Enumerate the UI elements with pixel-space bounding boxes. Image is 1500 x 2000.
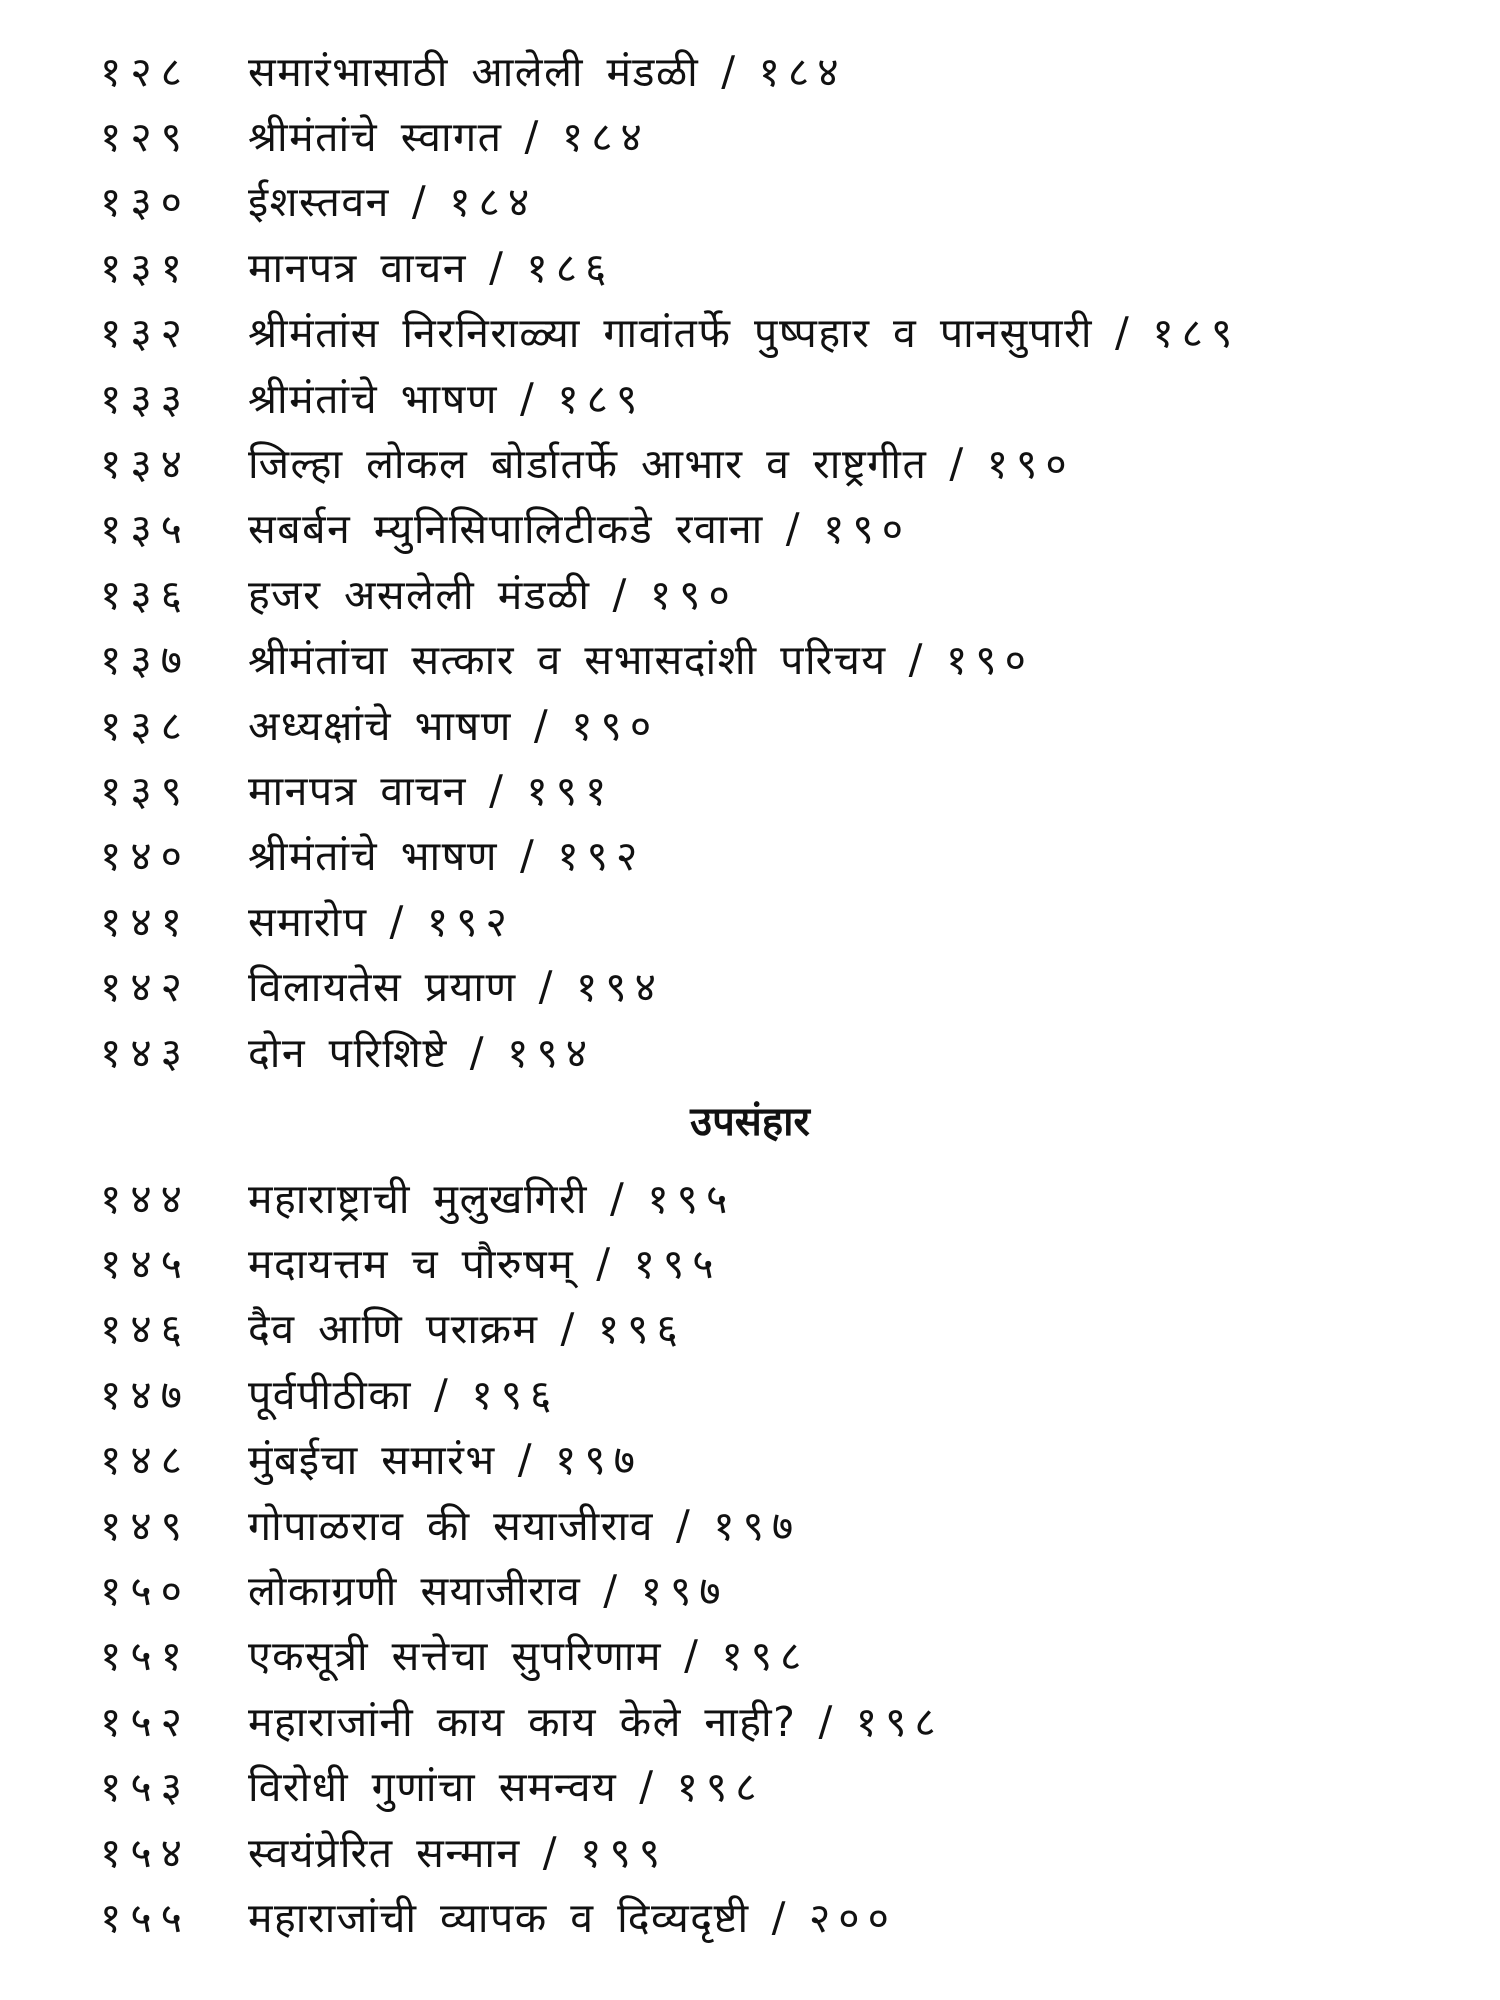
contents-entry [100,300,1480,365]
entry-separator: / [520,373,536,422]
entry-number: १४२ [100,963,191,1012]
entry-number: १५३ [100,1763,191,1812]
entry-title: महाराष्ट्राची मुलुखगिरी [248,1174,588,1223]
contents-entry [100,1019,1480,1084]
entry-number: १४३ [100,1028,191,1077]
entry-separator: / [610,1173,626,1222]
entry-page-number: १८४ [758,47,847,96]
entry-number: १३९ [100,766,191,815]
entry-number: १४४ [100,1174,191,1223]
entry-number: १३२ [100,309,191,358]
entry-title: श्रीमंतांचे स्वागत [248,113,503,162]
entry-number: १४९ [100,1501,191,1550]
contents-entry [100,953,1480,1018]
entry-separator: / [538,962,554,1011]
entry-title: एकसूत्री सत्तेचा सुपरिणाम [248,1632,663,1681]
entry-title: लोकाग्रणी सयाजीराव [248,1567,582,1616]
entry-number: १३७ [100,636,191,685]
entry-separator: / [596,1239,612,1288]
contents-list-part1 [100,38,1480,1084]
entry-separator: / [524,112,540,161]
contents-entry [100,365,1480,430]
entry-title: दैव आणि पराक्रम [248,1305,539,1354]
entry-number: १४० [100,832,191,881]
contents-entry [100,1754,1480,1819]
entry-page-number: १९७ [640,1567,729,1616]
entry-page-number: १९४ [507,1028,596,1077]
contents-entry [100,496,1480,561]
contents-entry [100,561,1480,626]
entry-title: हजर असलेली मंडळी [248,570,591,619]
entry-page-number: १८९ [1152,309,1241,358]
entry-page-number: १८६ [526,243,615,292]
entry-separator: / [684,1631,700,1680]
entry-title: श्रीमंतांचा सत्कार व सभासदांशी परिचय [248,636,887,685]
entry-number: १३० [100,178,191,227]
entry-page-number: १९८ [676,1763,765,1812]
contents-entry [100,430,1480,495]
entry-number: १३१ [100,243,191,292]
entry-page-number: १९० [649,570,738,619]
entry-separator: / [489,242,505,291]
entry-separator: / [533,700,550,749]
contents-entry [100,234,1480,299]
entry-separator: / [785,504,802,553]
entry-title: मानपत्र वाचन [248,766,468,815]
entry-page-number: १९८ [721,1632,810,1681]
entry-separator: / [517,1435,534,1484]
contents-entry [100,823,1480,888]
entry-page-number: १८४ [449,178,538,227]
entry-number: १२९ [100,113,191,162]
entry-title: श्रीमंतांस निरनिराळ्या गावांतर्फे पुष्पहार व पानसुपारी [248,309,1094,358]
entry-title: पूर्वपीठीका [248,1370,413,1419]
contents-entry [100,627,1480,692]
contents-entry [100,1623,1480,1688]
entry-separator: / [469,1027,486,1076]
contents-entry [100,1557,1480,1622]
entry-title: महाराजांनी काय काय केले नाही? [248,1697,797,1746]
entry-page-number: १९१ [526,766,615,815]
entry-title: महाराजांची व्यापक व दिव्यदृष्टी [248,1893,750,1942]
entry-number: १५५ [100,1893,191,1942]
entry-number: १३४ [100,440,191,489]
entry-page-number: १९५ [633,1240,722,1289]
entry-title: समारोप [248,897,368,946]
entry-separator: / [1115,308,1131,357]
entry-number: १३५ [100,505,191,554]
entry-page-number: १९५ [647,1174,736,1223]
entry-title: समारंभासाठी आलेली मंडळी [248,47,700,96]
contents-entry [100,169,1480,234]
entry-separator: / [675,1500,692,1549]
contents-entry [100,1688,1480,1753]
entry-number: १४५ [100,1240,191,1289]
entry-title: जिल्हा लोकल बोर्डातर्फे आभार व राष्ट्रगीत [248,440,928,489]
entry-separator: / [542,1827,559,1876]
contents-entry [100,692,1480,757]
entry-page-number: १९७ [555,1436,643,1485]
contents-entry [100,1819,1480,1884]
entry-separator: / [818,1696,834,1745]
entry-page-number: १९६ [471,1370,560,1419]
entry-separator: / [560,1304,576,1353]
contents-entry [100,888,1480,953]
contents-entry [100,1361,1480,1426]
entry-page-number: १९२ [557,832,646,881]
entry-number: १५२ [100,1697,191,1746]
entry-number: १४१ [100,897,191,946]
entry-number: १४७ [100,1370,191,1419]
contents-entry [100,1165,1480,1230]
contents-entry [100,38,1480,103]
entry-page-number: १९० [945,636,1034,685]
entry-separator: / [520,831,536,880]
contents-entry [100,1296,1480,1361]
entry-title: दोन परिशिष्टे [248,1028,448,1077]
entry-page-number: १९६ [597,1305,686,1354]
entry-number: १५० [100,1567,191,1616]
entry-number: १५४ [100,1828,191,1877]
entry-title: मानपत्र वाचन [248,243,468,292]
entry-separator: / [639,1762,655,1811]
contents-entry [100,1230,1480,1295]
entry-separator: / [389,896,405,945]
contents-entry [100,1884,1480,1949]
entry-title: सबर्बन म्युनिसिपालिटीकडे रवाना [248,505,764,554]
contents-list-part2 [100,1165,1480,1950]
entry-number: १४८ [100,1436,191,1485]
contents-entry [100,1492,1480,1557]
entry-number: १२८ [100,47,191,96]
section-heading: उपसंहार [690,1099,810,1145]
entry-title: श्रीमंतांचे भाषण [248,374,499,423]
entry-separator: / [612,569,628,618]
entry-page-number: १८४ [561,113,650,162]
entry-separator: / [434,1369,450,1418]
entry-number: १४६ [100,1305,191,1354]
entry-separator: / [949,439,965,488]
entry-page-number: १९० [571,701,660,750]
entry-separator: / [721,46,737,95]
entry-page-number: १९८ [855,1697,944,1746]
entry-page-number: १९७ [713,1501,802,1550]
entry-title: ईशस्तवन [248,178,390,227]
entry-title: स्वयंप्रेरित सन्मान [248,1828,521,1877]
entry-number: १५१ [100,1632,191,1681]
entry-page-number: २०० [808,1893,897,1942]
entry-page-number: १९२ [426,897,515,946]
entry-title: विरोधी गुणांचा समन्वय [248,1763,618,1812]
contents-entry [100,103,1480,168]
entry-separator: / [908,635,924,684]
entry-title: मुंबईचा समारंभ [248,1436,496,1485]
entry-number: १३३ [100,374,191,423]
entry-separator: / [411,177,428,226]
entry-title: गोपाळराव की सयाजीराव [248,1501,654,1550]
contents-entry [100,1427,1480,1492]
entry-page-number: १८९ [557,374,646,423]
entry-title: विलायतेस प्रयाण [248,963,517,1012]
entry-separator: / [771,1892,787,1941]
contents-entry [100,757,1480,822]
entry-page-number: १९४ [575,963,664,1012]
entry-title: अध्यक्षांचे भाषण [248,701,512,750]
entry-number: १३६ [100,570,191,619]
entry-page-number: १९९ [580,1828,669,1877]
entry-number: १३८ [100,701,191,750]
entry-page-number: १९० [823,505,912,554]
entry-title: श्रीमंतांचे भाषण [248,832,499,881]
entry-separator: / [489,765,505,814]
entry-separator: / [603,1566,619,1615]
entry-title: मदायत्तम च पौरुषम् [248,1240,575,1289]
entry-page-number: १९० [986,440,1075,489]
